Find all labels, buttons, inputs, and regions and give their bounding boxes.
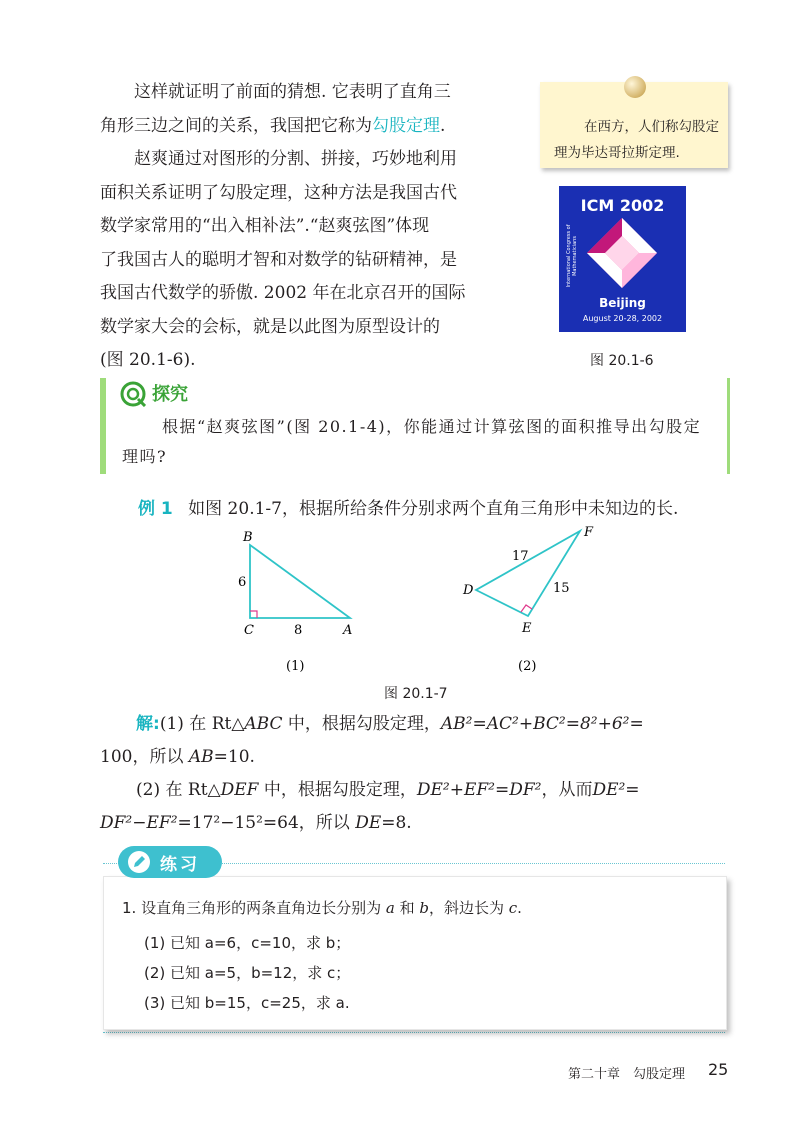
label-a: A bbox=[343, 623, 353, 638]
sol-text: =17²−15²=64，所以 bbox=[177, 813, 356, 833]
logo-dates: August 20-28, 2002 bbox=[582, 314, 663, 323]
sol-eq2: DE²+EF²=DF² bbox=[416, 780, 542, 800]
sol-de: DE bbox=[355, 813, 382, 833]
explore-text: 根据“赵爽弦图”(图 20.1-4)，你能通过计算弦图的面积推导出勾股定理吗? bbox=[122, 417, 702, 466]
triangle-def bbox=[476, 531, 580, 616]
solution bbox=[100, 708, 732, 840]
footer-chapter: 第二十章 勾股定理 bbox=[568, 1067, 686, 1082]
side-df-length: 17 bbox=[512, 549, 529, 564]
solution-line3 bbox=[100, 774, 732, 807]
page-number: 25 bbox=[708, 1060, 729, 1079]
sol-text: 100，所以 bbox=[100, 747, 189, 767]
logo-title: ICM 2002 bbox=[580, 196, 665, 215]
explore-icon bbox=[120, 381, 146, 407]
practice-item-3: (3) 已知 b=15，c=25，求 a. bbox=[144, 994, 350, 1012]
sol-eq3: DF²−EF² bbox=[100, 813, 178, 833]
sol-text: (2) 在 Rt△ bbox=[136, 780, 221, 800]
para2-line4: 了我国古人的聪明才智和对数学的钻研精神，是 bbox=[100, 249, 457, 270]
sol-text: 中，根据勾股定理， bbox=[282, 714, 441, 734]
explore-bar-left bbox=[100, 378, 106, 474]
pythagorean-theorem-term: 勾股定理 bbox=[372, 115, 440, 136]
q1-text: . bbox=[517, 899, 522, 917]
para2-line6: 数学家大会的会标，就是以此图为原型设计的 bbox=[100, 316, 440, 337]
practice-item-1: (1) 已知 a=6，c=10，求 b； bbox=[144, 934, 351, 952]
pushpin-icon bbox=[624, 76, 646, 98]
sol-text: 中，根据勾股定理， bbox=[258, 780, 417, 800]
sol-eq1: AB²=AC²+BC²=8²+6²= bbox=[440, 714, 644, 734]
solution-line1 bbox=[100, 708, 732, 741]
sol-text: =8. bbox=[381, 813, 412, 833]
q1-c: c bbox=[508, 899, 518, 917]
sol-de2: DE²= bbox=[592, 780, 640, 800]
label-d: D bbox=[463, 583, 474, 598]
sol-def: DEF bbox=[220, 780, 259, 800]
para1-line2 bbox=[100, 110, 500, 144]
sol-text: (1) 在 Rt△ bbox=[159, 714, 245, 734]
para1-line2-end: . bbox=[440, 115, 446, 136]
example-1 bbox=[138, 494, 678, 519]
example-label: 例 1 bbox=[138, 499, 173, 519]
practice-item-2: (2) 已知 a=5，b=12，求 c； bbox=[144, 964, 351, 982]
para1-line2-text: 角形三边之间的关系，我国把它称为 bbox=[100, 115, 372, 136]
practice-tab bbox=[118, 846, 222, 878]
q1-b: b bbox=[419, 899, 429, 917]
note-text: 在西方，人们称勾股定理为毕达哥拉斯定理. bbox=[554, 119, 719, 161]
practice-title: 练习 bbox=[160, 855, 200, 875]
para2-line5: 我国古代数学的骄傲. 2002 年在北京召开的国际 bbox=[100, 283, 466, 303]
sol-text: =10. bbox=[213, 747, 255, 767]
q1-text: 1. 设直角三角形的两条直角边长分别为 bbox=[122, 899, 386, 917]
side-ef-length: 15 bbox=[553, 581, 570, 596]
subfigure-2-label: (2) bbox=[518, 659, 537, 674]
q1-a: a bbox=[385, 899, 395, 917]
solution-line4 bbox=[100, 807, 732, 840]
label-f: F bbox=[584, 525, 594, 540]
side-bc-length: 6 bbox=[238, 575, 247, 590]
label-e: E bbox=[522, 621, 532, 636]
pencil-icon bbox=[126, 849, 152, 875]
para2-line7: (图 20.1-6). bbox=[100, 350, 196, 370]
para2-line1: 赵爽通过对图形的分割、拼接，巧妙地利用 bbox=[134, 149, 457, 169]
para2-line2: 面积关系证明了勾股定理，这种方法是我国古代 bbox=[100, 182, 457, 203]
solution-label: 解: bbox=[136, 714, 160, 734]
icm-2002-logo bbox=[559, 186, 686, 332]
zhao-shuang-diagram-icon bbox=[559, 186, 686, 332]
q1-text: 和 bbox=[394, 899, 420, 917]
sticky-note bbox=[540, 82, 728, 168]
side-ca-length: 8 bbox=[294, 623, 303, 638]
explore-title: 探究 bbox=[152, 384, 188, 405]
explore-bar-right bbox=[727, 378, 730, 474]
logo-city: Beijing bbox=[599, 296, 646, 310]
sol-text: ，从而 bbox=[541, 780, 593, 800]
figure-20-1-7-caption: 图 20.1-7 bbox=[384, 686, 448, 702]
subfigure-1-label: (1) bbox=[286, 659, 305, 674]
practice-question-1 bbox=[122, 897, 522, 918]
explore-box bbox=[100, 378, 730, 474]
sol-ab: AB bbox=[188, 747, 214, 767]
para1-line1: 这样就证明了前面的猜想. 它表明了直角三 bbox=[134, 82, 451, 102]
label-c: C bbox=[244, 623, 254, 638]
q1-text: ，斜边长为 bbox=[428, 899, 509, 917]
solution-line2 bbox=[100, 741, 732, 774]
figure-20-1-6-caption: 图 20.1-6 bbox=[590, 353, 654, 369]
sol-abc: ABC bbox=[244, 714, 283, 734]
para2-line3: 数学家常用的“出入相补法”.“赵爽弦图”体现 bbox=[100, 216, 430, 236]
example-text: 如图 20.1-7，根据所给条件分别求两个直角三角形中未知边的长. bbox=[188, 499, 679, 519]
label-b: B bbox=[243, 530, 253, 545]
main-text bbox=[100, 76, 500, 378]
triangle-abc bbox=[250, 545, 350, 618]
logo-side-text: International Congress of Mathematicians bbox=[566, 224, 578, 288]
